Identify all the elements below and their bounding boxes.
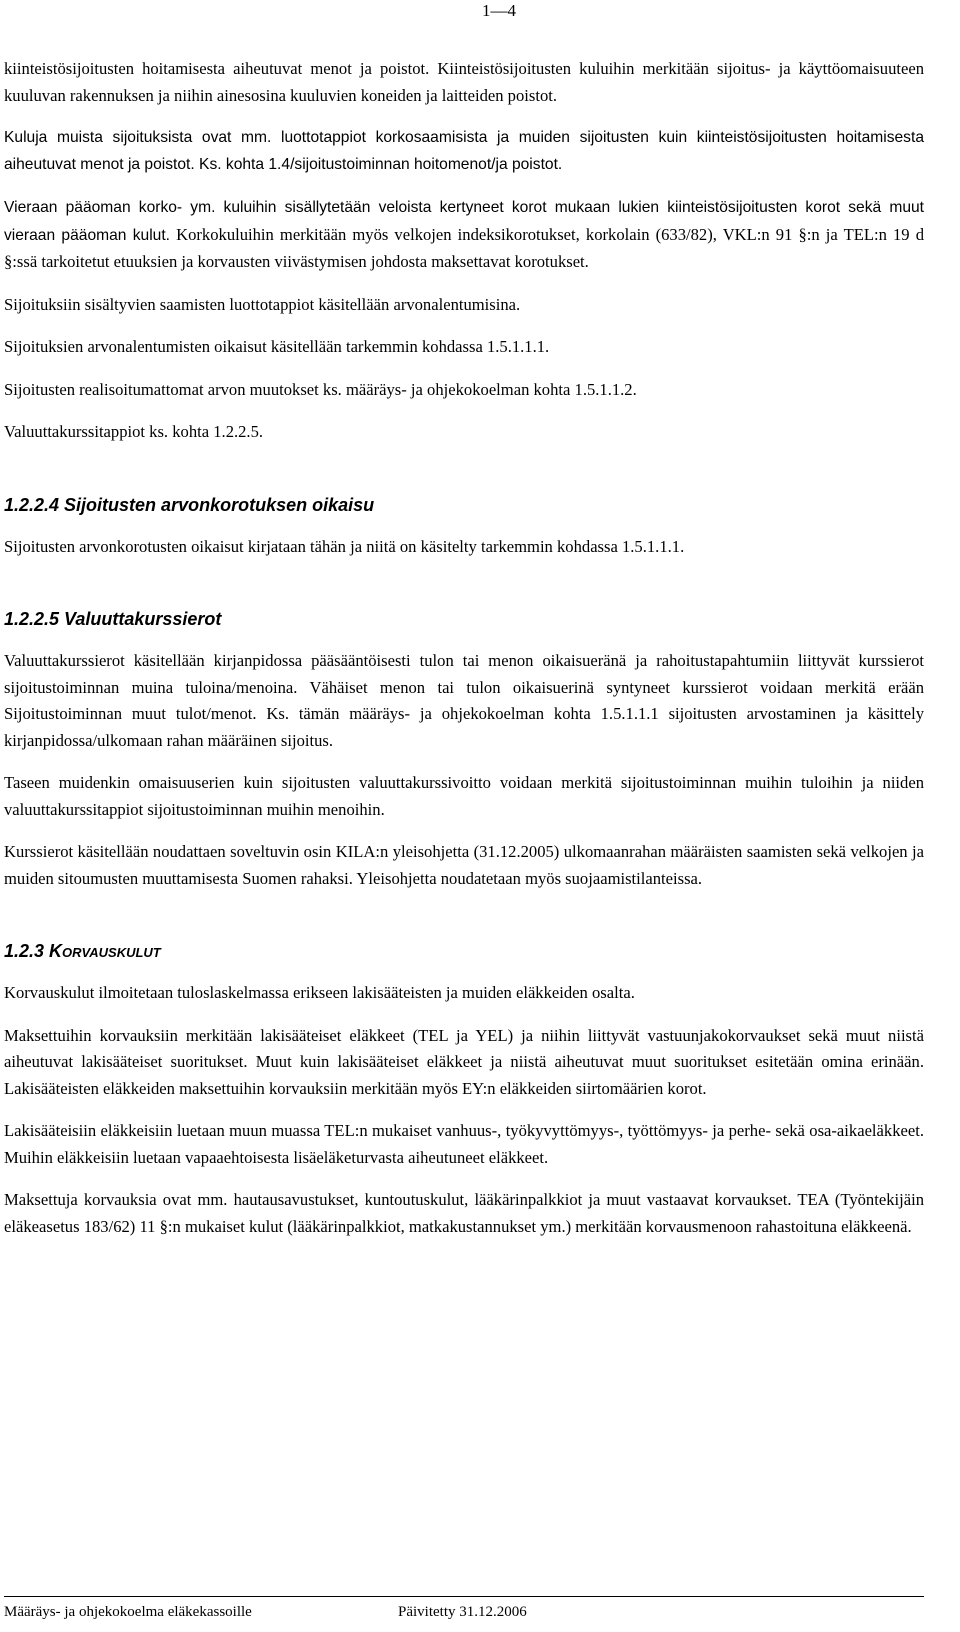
paragraph: Sijoitusten arvonkorotusten oikaisut kirjataan tähän ja niitä on käsitelty tarkemmin kohdassa 1.5.1.1.1. (4, 536, 685, 556)
footer-title: Määräys- ja ohjekokoelma eläkekassoille (4, 1604, 252, 1620)
paragraph: kiinteistösijoitusten hoitamisesta aiheutuvat menot ja poistot. Kiinteistösijoitusten kuluihin merkitään sijoitus- ja käyttöomaisuuteen kuuluvan rakennuksen ja niihin ainesosina kuuluvien koneiden ja laitteiden poistot. (4, 59, 924, 105)
footer-date: Päivitetty 31.12.2006 (398, 1604, 527, 1620)
paragraph: Korvauskulut ilmoitetaan tuloslaskelmassa erikseen lakisääteisten ja muiden eläkkeiden osalta. (4, 983, 635, 1002)
paragraph: Maksettuihin korvauksiin merkitään lakisääteiset eläkkeet (TEL ja YEL) ja niihin liittyvät vastuunjakokorvaukset sekä muut niistä aiheutuvat lakisääteiset suoritukset. Muut kuin lakisääteiset eläkkeet ja niistä aiheutuvat muut suoritukset esitetään omina erinään. Lakisääteisten eläkkeiden maksettuihin korvauksiin merkitään myös EY:n eläkkeiden siirtomäärien korot. (4, 1025, 924, 1098)
paragraph: Sijoituksien arvonalentumisten oikaisut käsitellään tarkemmin kohdassa 1.5.1.1.1. (4, 337, 550, 356)
paragraph: Kurssierot käsitellään noudattaen soveltuvin osin KILA:n yleisohjetta (31.12.2005) ulkomaanrahan määräisten saamisten sekä velkojen ja muiden sitoumusten muuttamisesta Suomen rahaksi. Yleisohjetta noudatetaan myös suojaamistilanteissa. (4, 842, 924, 888)
paragraph: Valuuttakurssitappiot ks. kohta 1.2.2.5. (4, 422, 264, 441)
paragraph: Valuuttakurssierot käsitellään kirjanpidossa pääsääntöisesti tulon tai menon oikaisueränä ja rahoitustapahtumiin liittyvät kurssierot sijoitustoiminnan muina tuloina/menoina. Vähäiset menon tai tulon oikaisuerinä syntyneet kurssierot voidaan merkitä erään Sijoitustoiminnan muut tulot/menot. Ks. tämän määräys- ja ohjekokoelman kohta 1.5.1.1.1 sijoitusten arvostaminen ja käsittely kirjanpidossa/ulkomaan rahan määräinen sijoitus. (4, 651, 924, 750)
paragraph: Lakisääteisiin eläkkeisiin luetaan muun muassa TEL:n mukaiset vanhuus-, työkyvyttömyys-, työttömyys- ja perhe- sekä osa-aikaeläkkeet. Muihin eläkkeisiin luetaan vapaaehtoisesta lisäeläketurvasta aiheutuneet eläkkeet. (4, 1121, 924, 1167)
paragraph: Kuluja muista sijoituksista ovat mm. luottotappiot korkosaamisista ja muiden sijoitusten kuin kiinteistösijoitusten hoitamisesta aiheutuvat menot ja poistot. Ks. kohta 1.4/sijoitustoiminnan hoitomenot/ja poistot. (4, 129, 924, 173)
paragraph-run: Korkokuluihin merkitään myös velkojen indeksikorotukset, korkolain (633/82), VKL:n 91 §:n ja TEL:n 19 d §:ssä tarkoitetut etuuksien ja korvausten viivästymisen johdosta maksettavat korotukset. (4, 224, 924, 271)
paragraph (4, 194, 924, 276)
paragraph: Maksettuja korvauksia ovat mm. hautausavustukset, kuntoutuskulut, lääkärinpalkkiot ja muut vastaavat korvaukset. TEA (Työntekijäin eläkeasetus 183/62) 11 §:n mukaiset kulut (lääkärinpalkkiot, matkakustannukset ym.) merkitään korvausmenoon rahastoituna eläkkeenä. (4, 1190, 924, 1236)
section-heading: 1.2.2.4 Sijoitusten arvonkorotuksen oikaisu (4, 494, 375, 515)
paragraph: Sijoituksiin sisältyvien saamisten luottotappiot käsitellään arvonalentumisina. (4, 294, 521, 314)
section-heading: 1.2.2.5 Valuuttakurssierot (4, 609, 222, 629)
section-heading: 1.2.3 Korvauskulut (4, 941, 161, 961)
document-body (4, 56, 924, 1240)
paragraph: Sijoitusten realisoitumattomat arvon muutokset ks. määräys- ja ohjekokoelman kohta 1.5.1.1.2. (4, 379, 637, 399)
paragraph: Taseen muidenkin omaisuuserien kuin sijoitusten valuuttakurssivoitto voidaan merkitä sijoitustoiminnan muihin tuloihin ja niiden valuuttakurssitappiot sijoitustoiminnan muihin menoihin. (4, 773, 924, 819)
page-footer (4, 1596, 924, 1620)
page-number: 1—4 (482, 1, 516, 20)
paragraph-run: Vieraan pääoman korko- ym. kuluihin sisällytetään veloista kertyneet korot mukaan lukien kiinteistösijoitusten korot sekä muut vieraan pääoman kulut. (4, 199, 924, 244)
